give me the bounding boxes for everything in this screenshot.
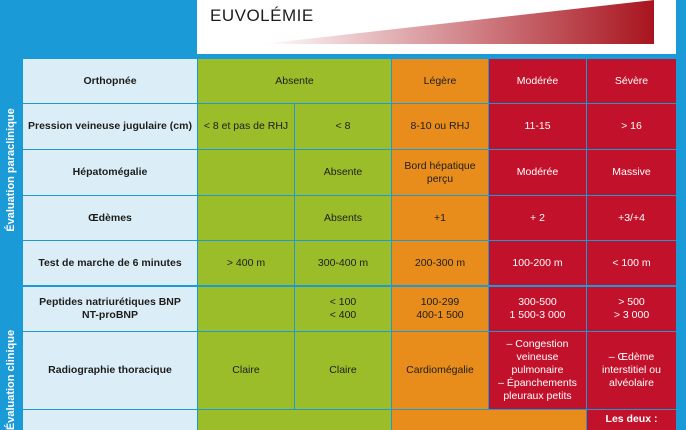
peptides-c3-line2: 400-1 500 [416,309,464,321]
oedemes-cell-5: +3/+4 [587,196,676,240]
orthopnee-cell-severe: Sévère [587,59,676,103]
marche-cell-4: 100-200 m [489,241,586,285]
peptides-c2-line2: < 400 [329,309,357,321]
hepato-cell-4: Modérée [489,150,586,195]
oedemes-cell-3: +1 [392,196,488,240]
hepato-cell-3: Bord hépatique perçu [392,150,488,195]
peptides-c3-line1: 100-299 [420,296,460,308]
peptides-label-line2: NT-proBNP [82,309,138,321]
hepato-cell-5: Massive [587,150,676,195]
euvolemie-title: EUVOLÉMIE [210,6,314,25]
radio-cell-2: Claire [295,332,391,409]
row-label-test-marche: Test de marche de 6 minutes [23,241,197,285]
radio-c4-line4: – Épanchements [498,377,577,389]
orthopnee-cell-absente: Absente [198,59,391,103]
row-label-pression-veineuse: Pression veineuse jugulaire (cm) [23,104,197,149]
row-label-orthopnee: Orthopnée [23,59,197,103]
radio-c5-line2: interstitiel ou [602,364,661,376]
peptides-cell-5 [587,287,676,331]
orthopnee-cell-moderee: Modérée [489,59,586,103]
pvj-cell-2: < 8 [295,104,391,149]
section-label-clinique: Évaluation clinique [5,329,17,430]
radio-c4-line5: pleuraux petits [503,390,572,402]
pvj-cell-1: < 8 et pas de RHJ [198,104,294,149]
pvj-cell-3: 8-10 ou RHJ [392,104,488,149]
euvolemie-gradient-wedge [262,0,654,44]
radio-c5-line3: alvéolaire [609,377,654,389]
marche-cell-2: 300-400 m [295,241,391,285]
radio-cell-3: Cardiomégalie [392,332,488,409]
marche-cell-3: 200-300 m [392,241,488,285]
peptides-c5-line2: > 3 000 [613,309,650,321]
pvj-cell-4: 11-15 [489,104,586,149]
radio-c5-line1: – Œdème [608,351,655,363]
peptides-c5-line1: > 500 [618,296,645,308]
radio-c4-line2: veineuse [516,351,559,363]
row-label-oedemes: Œdèmes [23,196,197,240]
marche-cell-1: > 400 m [198,241,294,285]
peptides-cell-4 [489,287,586,331]
row-label-last [23,410,197,430]
peptides-c4-line1: 300-500 [518,296,557,308]
oedemes-cell-1 [198,196,294,240]
radio-c4-line1: – Congestion [506,338,569,350]
radio-cell-1: Claire [198,332,294,409]
peptides-c2-line1: < 100 [329,296,357,308]
peptides-c4-line2: 1 500-3 000 [509,309,566,321]
marche-cell-5: < 100 m [587,241,676,285]
hepato-cell-1 [198,150,294,195]
peptides-label-line1: Peptides natriurétiques BNP [39,296,181,308]
radio-cell-4 [489,332,586,409]
oedemes-cell-4: + 2 [489,196,586,240]
section-label-paraclinique: Évaluation paraclinique [5,108,17,232]
last-cell-orange [392,410,586,430]
peptides-cell-2 [295,287,391,331]
pvj-cell-5: > 16 [587,104,676,149]
peptides-cell-1 [198,287,294,331]
hepato-cell-2: Absente [295,150,391,195]
orthopnee-cell-legere: Légère [392,59,488,103]
row-label-peptides [23,287,197,331]
oedemes-cell-2: Absents [295,196,391,240]
row-label-radiographie: Radiographie thoracique [23,332,197,409]
radio-c4-line3: pulmonaire [511,364,564,376]
last-cell-green [198,410,391,430]
last-cell-les-deux: Les deux : [587,410,676,430]
radio-cell-5 [587,332,676,409]
peptides-cell-3 [392,287,488,331]
row-label-hepatomegalie: Hépatomégalie [23,150,197,195]
